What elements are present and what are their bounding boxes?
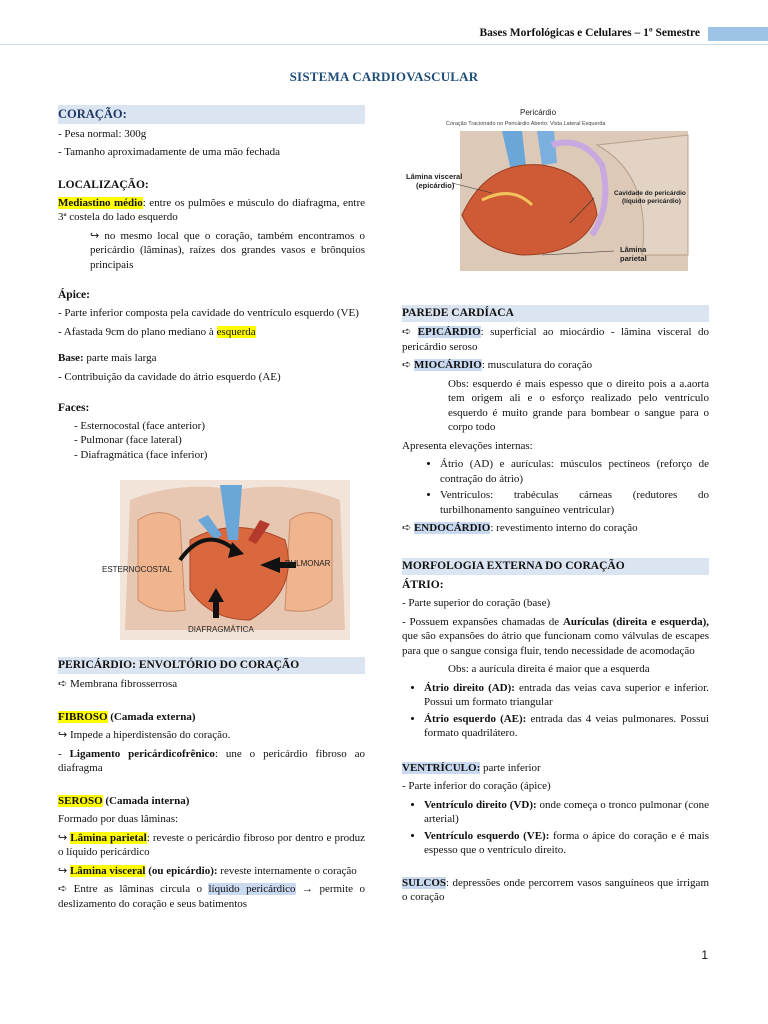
face-item: - Diafragmática (face inferior) xyxy=(74,448,208,461)
seroso-line-3 xyxy=(58,864,365,879)
atrio-direito-desc: entrada das veias cava superior e inferior. Possui um formato triangular xyxy=(424,681,709,709)
header-text: Bases Morfológicas e Celulares – 1º Semestre xyxy=(479,27,700,39)
seroso-line-2 xyxy=(58,831,365,860)
pericardio-heading: PERICÁRDIO: ENVOLTÓRIO DO CORAÇÃO xyxy=(58,657,365,674)
seroso-line-4-end: → permite o deslizamento do coração e seus batimentos xyxy=(58,883,365,910)
epicardio-note: (ou epicárdio): xyxy=(145,864,218,877)
seroso-highlight: SEROSO xyxy=(58,794,103,807)
base-desc: parte mais larga xyxy=(83,352,157,365)
esquerda-highlight: esquerda xyxy=(216,325,256,338)
base-line xyxy=(58,351,365,366)
pericardio-section xyxy=(58,657,365,915)
lamina-visceral-desc: reveste internamente o coração xyxy=(217,864,357,877)
list-item xyxy=(424,681,709,710)
endocardio-line xyxy=(402,521,709,536)
localizacao-text xyxy=(58,196,365,225)
fibroso-sub: (Camada externa) xyxy=(107,710,196,723)
faces-heading: Faces: xyxy=(58,401,90,414)
miocardio-term: MIOCÁRDIO xyxy=(413,359,482,372)
seroso-line-1: Formado por duas lâminas: xyxy=(58,813,179,826)
endocardio-desc: : revestimento interno do coração xyxy=(490,522,638,535)
miocardio-obs: Obs: esquerdo é mais espesso que o direito pois a a.aorta tem origem ali e o esforço realizado pelo ventrículo esquerdo é muito grande para bombear o sangue para o corpo todo xyxy=(448,377,709,434)
page-number: 1 xyxy=(701,948,708,962)
list-item: • Átrio (AD) e aurículas: músculos pectíneos (reforço de contração do átrio) xyxy=(440,457,709,486)
arrow-icon: ➪ xyxy=(402,522,414,535)
ventriculo-heading: VENTRÍCULO: xyxy=(402,761,481,774)
pericardium-figure xyxy=(402,105,708,277)
label-esternocostal: ESTERNOCOSTAL xyxy=(102,565,173,574)
parede-heading: PAREDE CARDÍACA xyxy=(402,305,709,322)
atrio-obs: Obs: a aurícula direita é maior que a esquerda xyxy=(448,663,650,676)
ventriculo-line-1: - Parte inferior do coração (ápice) xyxy=(402,780,551,793)
ventriculo-sub: parte inferior xyxy=(480,761,541,774)
heart-faces-figure xyxy=(102,480,350,640)
coracao-line-1: - Pesa normal: 300g xyxy=(58,127,147,140)
header-rule xyxy=(0,44,768,45)
face-item: - Esternocostal (face anterior) xyxy=(74,419,206,432)
faces-list xyxy=(58,419,365,463)
sulcos-term: SULCOS xyxy=(402,876,447,889)
seroso-line-4-text: ➪ Entre as lâminas circula o xyxy=(58,883,209,896)
atrio-line-1: - Parte superior do coração (base) xyxy=(402,597,551,610)
seroso-heading xyxy=(58,794,365,809)
fibroso-heading xyxy=(58,710,365,725)
section-coracao-heading: CORAÇÃO: xyxy=(58,105,365,124)
lamina-parietal-desc: : reveste o pericárdio fibroso por dentro e produz o líquido pericárdico xyxy=(58,831,365,859)
label-pulmonar: PULMONAR xyxy=(285,559,331,568)
pericardio-line-1: ➪ Membrana fibrosserrosa xyxy=(58,678,178,691)
fig2-title: Pericárdio xyxy=(520,108,557,117)
label-diafragmatica: DIAFRAGMÁTICA xyxy=(188,625,254,634)
localizacao-desc: : entre os pulmões e músculo do diafragma, entre 3ª costela do lado esquerdo xyxy=(58,196,366,224)
arrow-icon: ➪ xyxy=(402,359,414,372)
list-item xyxy=(424,798,709,827)
apice-line-2-text: - Afastada 9cm do plano mediano à xyxy=(58,325,217,338)
page-title: SISTEMA CARDIOVASCULAR xyxy=(289,69,479,84)
face-item: - Pulmonar (face lateral) xyxy=(74,434,182,447)
sulcos-desc: : depressões onde percorrem vasos sanguíneos que irrigam o coração xyxy=(402,876,709,904)
sulcos-line xyxy=(402,876,709,905)
vd-desc: onde começa o tronco pulmonar (cone arterial) xyxy=(424,798,709,826)
auriculas-desc: que são expansões do átrio que funcionam como válvulas de escapes para que o sangue consiga fluir, tendo necessidade de acomodação xyxy=(402,630,709,657)
atrio-esquerdo-term: Átrio esquerdo (AE): xyxy=(424,712,527,725)
atrio-line-2-text: - Possuem expansões chamadas de xyxy=(402,615,563,628)
atrio-line-2 xyxy=(402,615,709,659)
fibroso-highlight: FIBROSO xyxy=(58,710,108,723)
header-accent-bar xyxy=(708,27,768,41)
atrio-esquerdo-desc: entrada das 4 veias pulmonares. Possui formato quadrilátero. xyxy=(424,712,709,740)
arrow: ↪ xyxy=(58,864,70,877)
right-column xyxy=(402,305,709,909)
miocardio-line xyxy=(402,358,709,373)
epicardio-term: EPICÁRDIO xyxy=(417,326,481,339)
ligamento-desc: : une o pericárdio fibroso ao diafragma xyxy=(58,747,365,775)
epicardio-line xyxy=(402,325,709,354)
apice-line-1: - Parte inferior composta pela cavidade do ventrículo esquerdo (VE) xyxy=(58,307,359,320)
base-line-1: - Contribuição da cavidade do átrio esquerdo (AE) xyxy=(58,371,281,383)
seroso-sub: (Camada interna) xyxy=(102,794,190,807)
arrow-icon: ➪ xyxy=(402,326,418,339)
elevacoes-text: Apresenta elevações internas: xyxy=(402,439,533,452)
mediastino-highlight: Mediastino médio xyxy=(58,196,143,209)
list-item xyxy=(424,829,709,858)
fibroso-line-2 xyxy=(58,747,365,776)
seroso-line-4 xyxy=(58,882,365,911)
coracao-line-2: - Tamanho aproximadamente de uma mão fechada xyxy=(58,146,280,159)
ligamento-term: Ligamento pericárdicofrênico xyxy=(69,747,215,760)
fig2-label-cavidade-sub: (líquido pericárdio) xyxy=(622,198,681,205)
fig2-label-lamina: Lâmina xyxy=(620,245,647,254)
atrio-direito-term: Átrio direito (AD): xyxy=(424,681,515,694)
fibroso-dash: - xyxy=(58,747,70,760)
localizacao-heading: LOCALIZAÇÃO: xyxy=(58,178,149,191)
arrow: ↪ xyxy=(58,831,71,844)
fig2-label-visceral: Lâmina visceral xyxy=(406,172,463,181)
fibroso-line-1: ↪ Impede a hiperdistensão do coração. xyxy=(58,729,231,742)
atrio-heading: ÁTRIO: xyxy=(402,579,444,592)
morfologia-heading: MORFOLOGIA EXTERNA DO CORAÇÃO xyxy=(402,558,709,575)
ve-desc: forma o ápice do coração e é mais espesso que o ventrículo direito. xyxy=(424,829,709,857)
epicardio-desc: : superficial ao miocárdio - lâmina visceral do pericárdio seroso xyxy=(402,326,709,353)
liquido-pericardico-highlight: líquido pericárdico xyxy=(208,883,296,896)
apice-heading: Ápice: xyxy=(58,289,90,302)
fig2-subtitle: Coração Tracionado no Pericárdio Aberto: Vista Lateral Esquerda xyxy=(446,121,606,127)
left-column xyxy=(58,105,365,466)
list-item: • Ventrículos: trabéculas cárneas (redutores do turbilhonamento sanguíneo ventricular) xyxy=(440,488,709,517)
auriculas-term: Aurículas (direita e esquerda), xyxy=(562,615,709,628)
ventriculo-list xyxy=(402,798,709,858)
fig2-label-parietal: parietal xyxy=(620,254,647,263)
base-heading: Base: xyxy=(58,352,84,365)
apice-line-2 xyxy=(58,325,365,340)
ve-term: Ventrículo esquerdo (VE): xyxy=(424,829,550,842)
fig2-label-cavidade: Cavidade do pericárdio xyxy=(614,190,686,197)
elevacoes-list xyxy=(402,457,709,517)
lamina-visceral-term: Lâmina visceral xyxy=(69,864,146,877)
localizacao-sub: ↪ no mesmo local que o coração, também encontramos o pericárdio (lâminas), raízes dos grandes vasos e brônquios principais xyxy=(90,229,365,271)
endocardio-term: ENDOCÁRDIO xyxy=(413,522,491,535)
atrio-list xyxy=(402,681,709,741)
vd-term: Ventrículo direito (VD): xyxy=(424,798,537,811)
ventriculo-heading-line xyxy=(402,761,709,776)
list-item xyxy=(424,712,709,741)
page-header xyxy=(0,26,768,44)
fig2-label-visceral-sub: (epicárdio) xyxy=(416,181,455,190)
miocardio-desc: : musculatura do coração xyxy=(481,359,593,372)
lamina-parietal-term: Lâmina parietal xyxy=(70,831,147,844)
